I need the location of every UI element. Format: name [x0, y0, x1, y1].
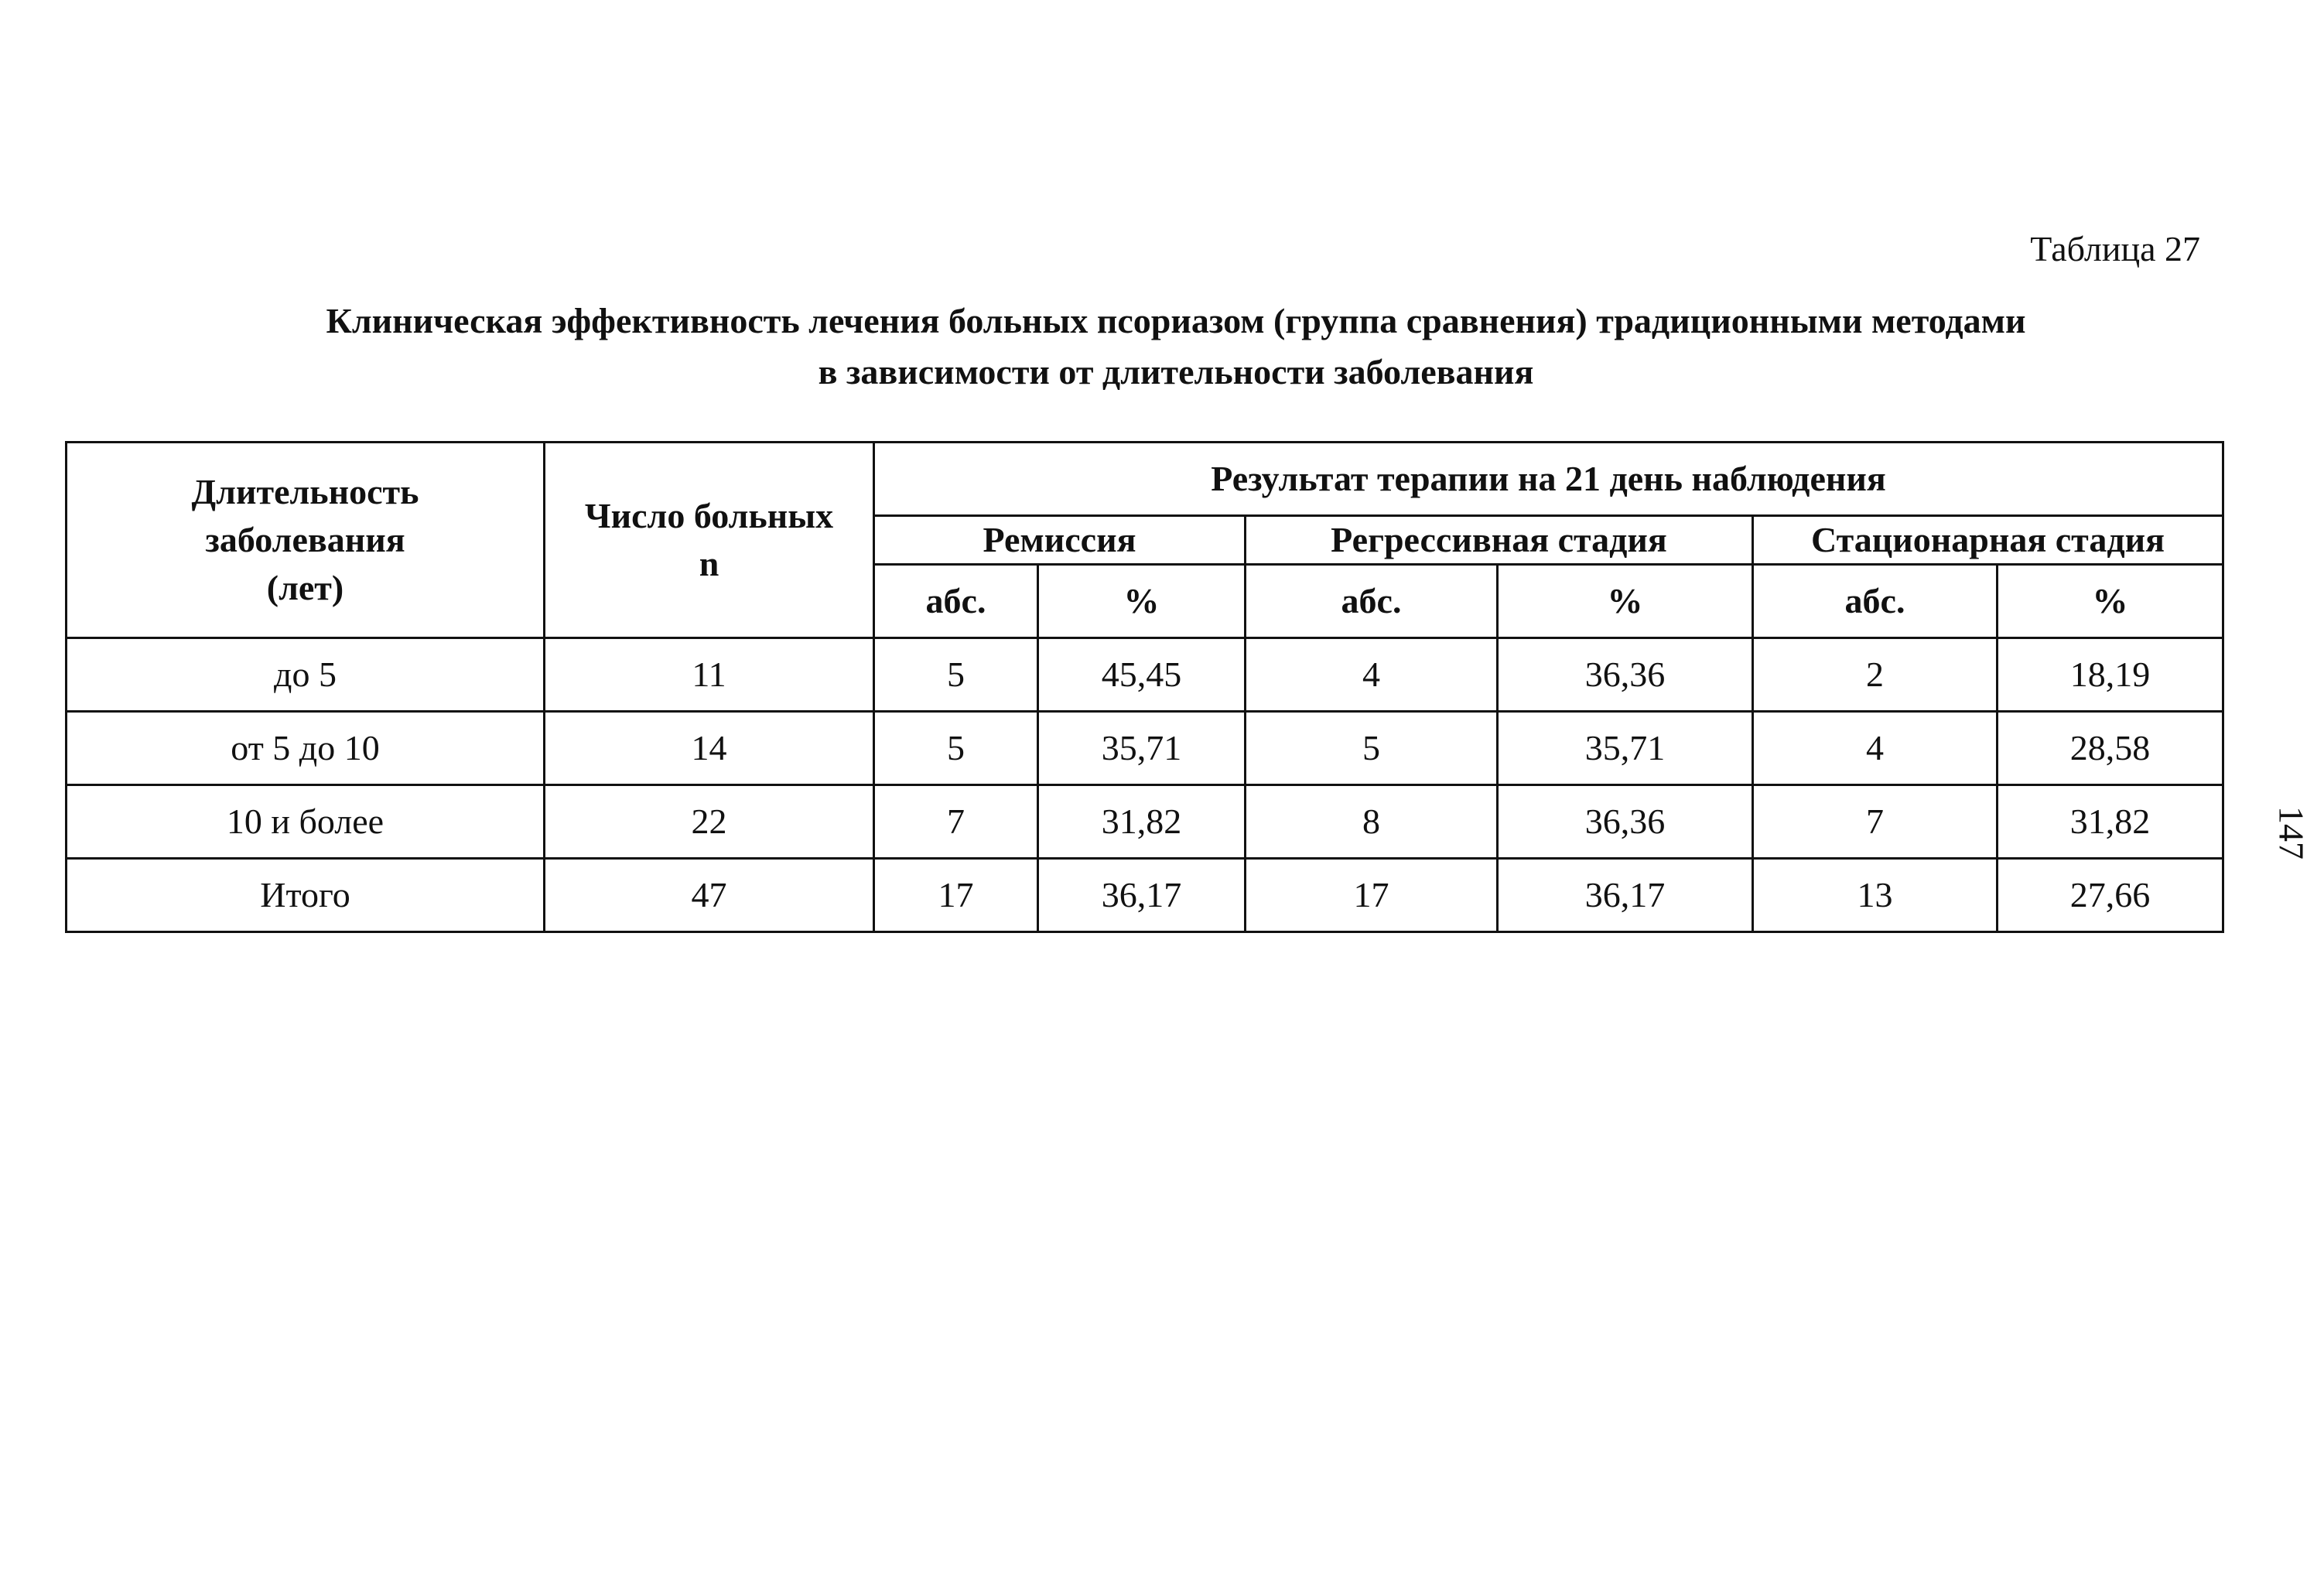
header-duration: [67, 443, 545, 638]
cell-patients: 11: [545, 638, 874, 712]
cell-regressive-abs: 5: [1246, 712, 1498, 785]
cell-stationary-pct: 27,66: [1998, 859, 2223, 932]
cell-remission-pct: 45,45: [1038, 638, 1246, 712]
header-regressive: Регрессивная стадия: [1246, 516, 1753, 565]
table-title-line-1: Клиническая эффективность лечения больных псориазом (группа сравнения) традиционными методами: [326, 301, 2026, 340]
table-number: Таблица 27: [2030, 229, 2200, 268]
results-table: [65, 441, 2224, 933]
table-title-line-2: в зависимости от длительности заболевания: [818, 352, 1534, 391]
header-duration-line-1: Длительность: [191, 472, 419, 511]
cell-regressive-pct: 36,36: [1498, 638, 1753, 712]
table-row: [67, 785, 2223, 859]
cell-remission-pct: 35,71: [1038, 712, 1246, 785]
table-row-total: [67, 859, 2223, 932]
header-stationary-abs: абс.: [1753, 565, 1998, 638]
header-stationary-pct: %: [1998, 565, 2223, 638]
cell-remission-abs: 17: [874, 859, 1038, 932]
cell-regressive-abs: 4: [1246, 638, 1498, 712]
cell-regressive-abs: 17: [1246, 859, 1498, 932]
cell-remission-abs: 7: [874, 785, 1038, 859]
cell-stationary-pct: 18,19: [1998, 638, 2223, 712]
header-patients-line-2: n: [699, 544, 719, 583]
cell-patients: 14: [545, 712, 874, 785]
cell-regressive-pct: 35,71: [1498, 712, 1753, 785]
cell-remission-pct: 36,17: [1038, 859, 1246, 932]
page-number: 147: [2271, 806, 2312, 860]
header-regressive-abs: абс.: [1246, 565, 1498, 638]
cell-regressive-pct: 36,36: [1498, 785, 1753, 859]
cell-patients: 47: [545, 859, 874, 932]
header-regressive-pct: %: [1498, 565, 1753, 638]
header-patients: [545, 443, 874, 638]
cell-patients: 22: [545, 785, 874, 859]
header-duration-line-2: заболевания: [205, 520, 405, 559]
cell-stationary-pct: 31,82: [1998, 785, 2223, 859]
table-row: [67, 638, 2223, 712]
cell-regressive-abs: 8: [1246, 785, 1498, 859]
cell-duration: 10 и более: [67, 785, 545, 859]
cell-stationary-abs: 4: [1753, 712, 1998, 785]
header-duration-line-3: (лет): [266, 568, 344, 607]
header-patients-line-1: Число больных: [584, 496, 834, 535]
table-title: [132, 296, 2220, 398]
header-remission-abs: абс.: [874, 565, 1038, 638]
cell-stationary-abs: 2: [1753, 638, 1998, 712]
cell-stationary-pct: 28,58: [1998, 712, 2223, 785]
cell-duration: до 5: [67, 638, 545, 712]
header-result: Результат терапии на 21 день наблюдения: [874, 443, 2223, 516]
cell-remission-pct: 31,82: [1038, 785, 1246, 859]
cell-remission-abs: 5: [874, 638, 1038, 712]
cell-stationary-abs: 7: [1753, 785, 1998, 859]
cell-duration: Итого: [67, 859, 545, 932]
header-remission-pct: %: [1038, 565, 1246, 638]
table-row: [67, 712, 2223, 785]
cell-duration: от 5 до 10: [67, 712, 545, 785]
cell-remission-abs: 5: [874, 712, 1038, 785]
cell-stationary-abs: 13: [1753, 859, 1998, 932]
header-remission: Ремиссия: [874, 516, 1246, 565]
header-stationary: Стационарная стадия: [1753, 516, 2223, 565]
cell-regressive-pct: 36,17: [1498, 859, 1753, 932]
